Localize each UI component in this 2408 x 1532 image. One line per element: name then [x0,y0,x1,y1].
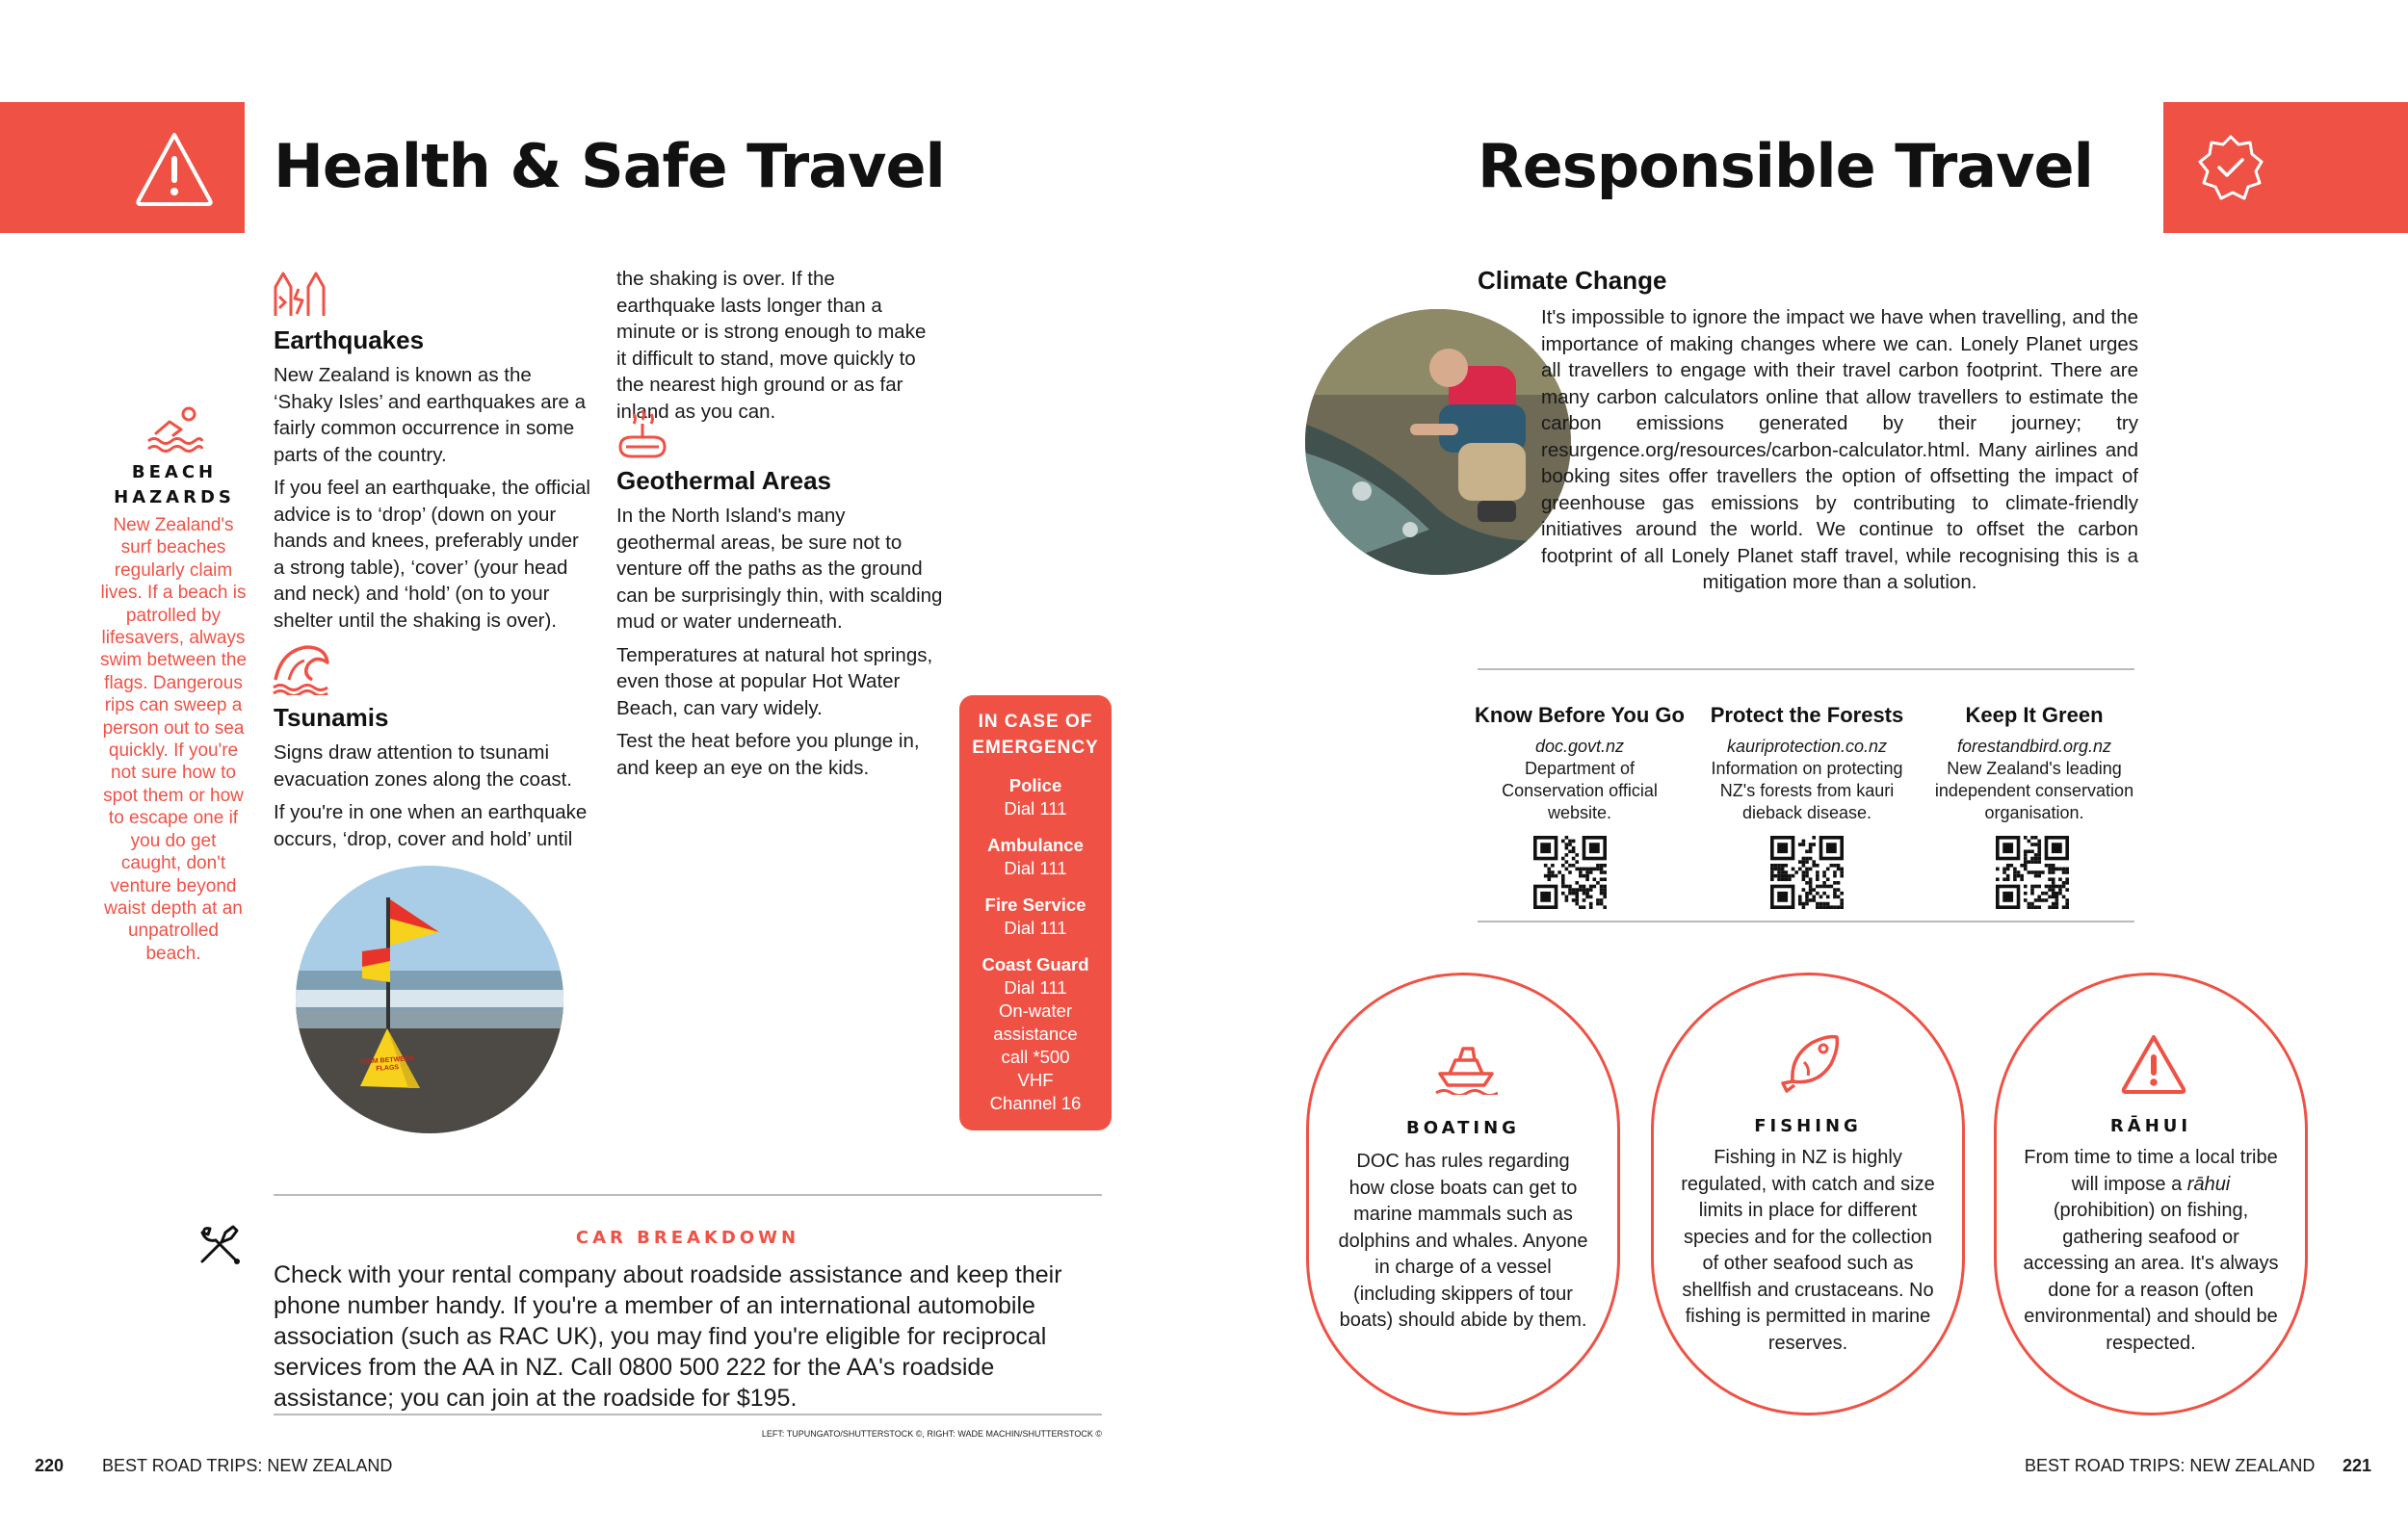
page-number-left: 220 [35,1456,65,1475]
earthquakes-body: New Zealand is known as the ‘Shaky Isles’ and earthquakes are a fairly common occurrence in some parts of the country. If you feel an earthquake, the official advice is to ‘drop’ (down on your hands and knees, preferably under a strong table), ‘cover’ (your head and neck) and ‘hold’ (on to your shelter until the shaking is over). [274,364,590,632]
climate-text: It's impossible to ignore the impact we have when travelling, and the importance of making changes where we can. Lonely Planet urges all travellers to engage with their travel carbon footprint. There are many carbon calculators online that allow travellers to estimate the carbon emissions generated by their journey; try resurgence.org/resources/carbon-calculator.html. Many airlines and booking sites offer travellers the option of offsetting the impact of greenhouse gas emissions by contributing to climate-friendly initiatives around the world. We continue to offset the carbon footprint of all Lonely Planet staff travel, while recognising this is a mitigation more than a solution. [1541,306,2138,593]
fishing-heading: FISHING [1754,1116,1862,1136]
tools-icon [196,1221,243,1267]
earthquake-icon [272,268,327,320]
qr-code[interactable] [1533,836,1607,909]
emergency-item [959,953,1112,1115]
rahui-card [1994,973,2308,1415]
boat-icon [1434,1039,1498,1095]
earthquakes-continued: the shaking is over. If the earthquake lasts longer than a minute or is strong enough to make it difficult to stand, move quickly to the nearest high ground or as far inland as you can. [616,268,927,423]
rahui-heading: RĀHUI [2109,1116,2192,1136]
resource-know-before: Know Before You Go doc.govt.nz Department of Conservation official website. [1475,703,1685,822]
emergency-service-detail: Dial 111 [1004,858,1067,878]
badge-check-icon [2196,133,2265,202]
emergency-item [959,894,1112,940]
rahui-text: From time to time a local tribe will impose a rāhui (prohibition) on fishing, gathering seafood or accessing an area. It's always done for a reason (often environmental) and should be respected. [2023,1147,2279,1354]
qr-code[interactable] [1996,836,2069,909]
boating-text: DOC has rules regarding how close boats can get to marine mammals such as dolphins and whales. Anyone in charge of a vessel (including skippers of tour boats) should abide by them. [1338,1151,1588,1331]
emergency-service-detail: On-water [998,1000,1073,1021]
beach-flag-photo [295,865,564,1134]
climate-heading: Climate Change [1478,266,1667,295]
emergency-service-detail: Dial 111 [1004,798,1067,818]
emergency-service-detail: Channel 16 [989,1093,1082,1113]
footer-left: BEST ROAD TRIPS: NEW ZEALAND [102,1456,393,1475]
flag-sign-text: SWIM BETWEEN FLAGS [359,1055,414,1073]
resources-divider-bottom [1478,921,2134,922]
warning-icon [2120,1033,2187,1095]
geothermal-body: In the North Island's many geothermal areas, be sure not to venture off the paths as the ground can be surprisingly thin, with scalding mud or water underneath. Temperatures at natural hot springs, even those at popular Hot Water Beach, can vary widely. Test the heat before you plunge in, and keep an eye on the kids. [616,505,943,779]
fishing-card [1651,973,1965,1415]
tsunami-icon [272,641,331,695]
fish-icon [1779,1033,1843,1095]
emergency-service-name: Fire Service [984,895,1086,915]
emergency-list [959,774,1112,1115]
qr-code[interactable] [1770,836,1844,909]
emergency-service-detail: call *500 [1001,1047,1070,1067]
divider-top [274,1194,1102,1196]
swimmer-icon [144,404,204,453]
emergency-item [959,834,1112,880]
emergency-service-name: Coast Guard [982,954,1089,974]
divider-bottom [274,1414,1102,1415]
emergency-service-detail: assistance [993,1024,1078,1044]
boating-card [1306,973,1620,1415]
page-title-responsible: Responsible Travel [1478,131,2093,201]
car-breakdown-text: Check with your rental company about roadside assistance and keep their phone number handy. If you're a member of an international automobile association (such as RAC UK), you may find you're eligible for reciprocal services from the AA in NZ. Call 0800 500 222 for the AA's roadside assistance; you can join at the roadside for $195. [274,1261,1062,1412]
resource-url[interactable]: forestandbird.org.nz [1956,737,2112,756]
emergency-box [959,695,1112,1130]
emergency-service-name: Police [1008,775,1062,795]
tsunamis-heading: Tsunamis [274,703,389,732]
car-breakdown-heading: CAR BREAKDOWN [575,1228,800,1248]
warning-icon [133,129,216,208]
beach-hazards-heading: BEACH HAZARDS [114,462,235,507]
emergency-service-detail: VHF [1017,1070,1054,1090]
emergency-service-name: Ambulance [987,835,1084,855]
page-title-health: Health & Safe Travel [274,131,945,201]
emergency-item [959,774,1112,820]
beach-hazards-text: New Zealand's surf beaches regularly claim lives. If a beach is patrolled by lifesavers, always swim between the flags. Dangerous rips can sweep a person out to sea quickly. If you're not sure how to spot them or how to escape one if you do get caught, don't venture beyond waist depth at an unpatrolled beach. [99,515,248,964]
geothermal-icon [616,408,668,462]
resource-url[interactable]: kauriprotection.co.nz [1726,737,1888,756]
photo-credit: LEFT: TUPUNGATO/SHUTTERSTOCK ©, RIGHT: WADE MACHIN/SHUTTERSTOCK © [761,1429,1102,1439]
geothermal-heading: Geothermal Areas [616,466,832,495]
resources-divider-top [1478,668,2134,670]
tsunamis-body: Signs draw attention to tsunami evacuation zones along the coast. If you're in one when an earthquake occurs, ‘drop, cover and hold’ until [274,741,588,850]
earthquakes-heading: Earthquakes [274,325,425,354]
fishing-text: Fishing in NZ is highly regulated, with catch and size limits in place for different species and for the collection of other seafood such as shellfish and crustaceans. No fishing is permitted in marine reserves. [1681,1147,1935,1354]
emergency-service-detail: Dial 111 [1004,918,1067,938]
resource-url[interactable]: doc.govt.nz [1534,737,1625,756]
resource-keep-green: Keep It Green forestandbird.org.nz New Zealand's leading independent conservation organisation. [1928,703,2140,824]
climate-photo [1304,308,1572,576]
emergency-heading: IN CASE OF EMERGENCY [972,712,1099,758]
resource-protect-forests: Protect the Forests kauriprotection.co.nz Information on protecting NZ's forests from kauri dieback disease. [1701,703,1913,824]
emergency-service-detail: Dial 111 [1004,977,1067,998]
boating-heading: BOATING [1406,1118,1520,1138]
page-number-right: 221 [2343,1456,2372,1475]
footer-right: BEST ROAD TRIPS: NEW ZEALAND [2025,1456,2316,1475]
